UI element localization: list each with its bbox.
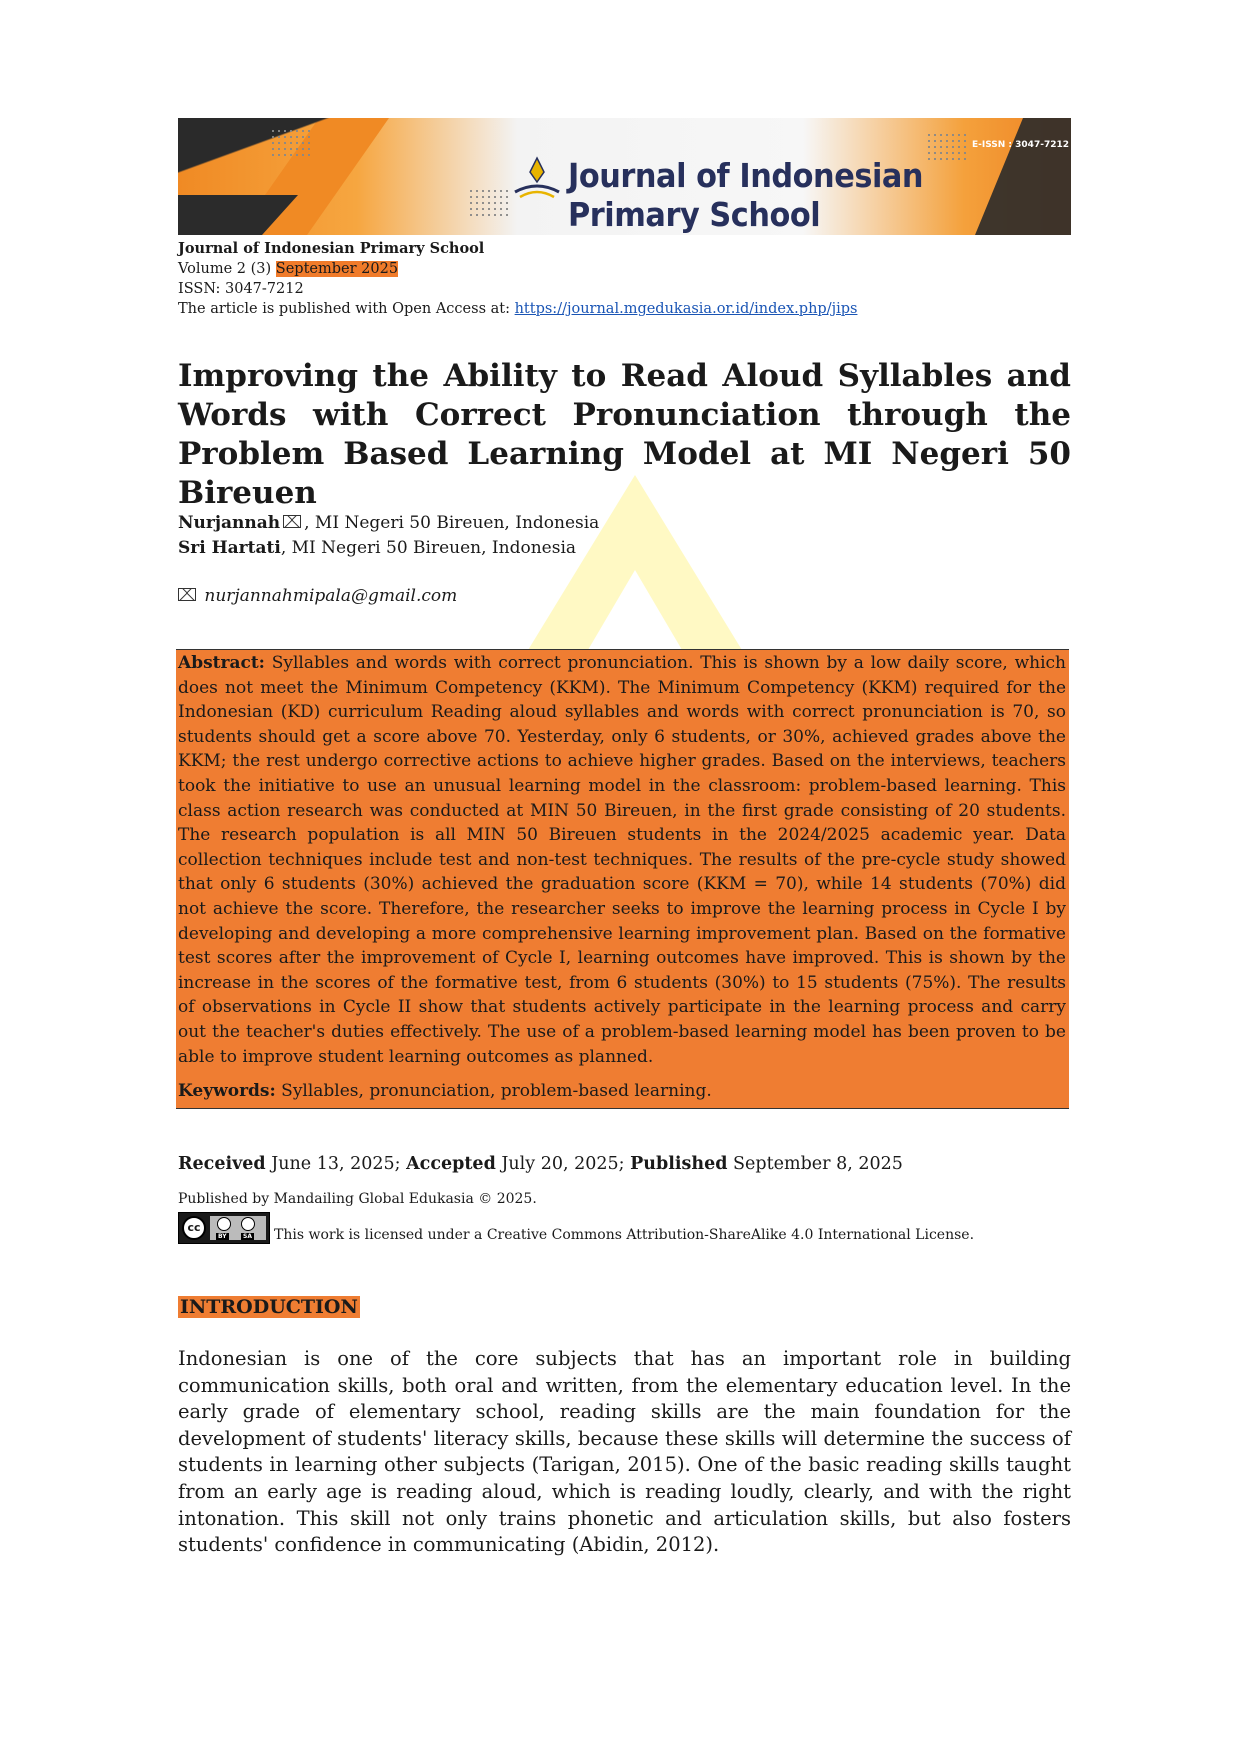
journal-logo-icon: [512, 156, 562, 200]
email-address[interactable]: nurjannahmipala@gmail.com: [204, 586, 458, 606]
published-label: Published: [630, 1154, 728, 1174]
keywords-label: Keywords:: [178, 1081, 276, 1102]
cc-sa-label: SA: [243, 1233, 252, 1240]
received-date: June 13, 2025;: [265, 1154, 407, 1174]
keywords: [178, 1079, 1066, 1104]
journal-name: Journal of Indonesian Primary School: [178, 240, 485, 257]
cc-by-label: BY: [218, 1233, 227, 1240]
license-text: This work is licensed under a Creative Commons Attribution-ShareAlike 4.0 International License.: [274, 1227, 975, 1243]
author-list: [178, 511, 599, 561]
share-alike-icon: [241, 1217, 255, 1231]
watermark-triangle-icon: [520, 470, 750, 660]
published-date: September 8, 2025: [727, 1154, 903, 1174]
banner-eissn: E-ISSN : 3047-7212: [971, 140, 1069, 150]
attribution-icon: [217, 1217, 231, 1231]
volume: Volume 2 (3): [178, 261, 276, 277]
abstract-text: Syllables and words with correct pronunciation. This is shown by a low daily score, which does not meet the Minimum Competency (KKM). The Minimum Competency (KKM) required for the Indonesian (KD) curriculum Reading aloud syllables and words with correct pronunciation is 70, so students should get a score above 70. Yesterday, only 6 students, or 30%, achieved grades above the KKM; the rest undergo corrective actions to achieve higher grades. Based on the interviews, teachers took the initiative to use an unusual learning model in the classroom: problem-based learning. This class action research was conducted at MIN 50 Bireuen, in the first grade consisting of 20 students. The research population is all MIN 50 Bireuen students in the 2024/2025 academic year. Data collection techniques include test and non-test techniques. The results of the pre-cycle study showed that only 6 students (30%) achieved the graduation score (KKM = 70), while 14 students (70%) did not achieve the score. Therefore, the researcher seeks to improve the learning process in Cycle I by developing and developing a more comprehensive learning improvement plan. Based on the formative test scores after the improvement of Cycle I, learning outcomes have improved. This is shown by the increase in the scores of the formative test, from 6 students (30%) to 15 students (75%). The results of observations in Cycle II show that students actively participate in the learning process and carry out the teacher's duties effectively. The use of a problem-based learning model has been proven to be able to improve student learning outcomes as planned.: [178, 653, 1066, 1067]
section-heading-introduction: INTRODUCTION: [180, 1296, 358, 1318]
author-2: [178, 536, 599, 561]
banner-title: Journal of Indonesian Primary School: [568, 156, 924, 234]
journal-url-link[interactable]: https://journal.mgedukasia.or.id/index.php/jips: [514, 301, 858, 317]
article-title: Improving the Ability to Read Aloud Syllables and Words with Correct Pronunciation through the Problem Based Learning Model at MI Negeri 50 Bireuen: [178, 358, 1071, 511]
accepted-date: July 20, 2025;: [495, 1154, 631, 1174]
journal-meta: [178, 239, 857, 319]
issn: ISSN: 3047-7212: [178, 281, 304, 297]
introduction-paragraph: Indonesian is one of the core subjects that has an important role in building communication skills, both oral and written, from the elementary education level. In the early grade of elementary school, reading skills are the main foundation for the development of students' literacy skills, because these skills will determine the success of students in learning other subjects (Tarigan, 2015). One of the basic reading skills taught from an early age is reading aloud, which is reading loudly, clearly, and with the right intonation. This skill not only trains phonetic and articulation skills, but also fosters students' confidence in communicating (Abidin, 2012).: [178, 1347, 1071, 1557]
accepted-label: Accepted: [406, 1154, 496, 1174]
open-access-text: The article is published with Open Access at:: [178, 301, 515, 317]
envelope-icon: [283, 515, 301, 528]
envelope-icon: [178, 588, 196, 601]
issue-date: September 2025: [275, 261, 399, 277]
banner-dots: [270, 128, 310, 158]
article-dates: [178, 1154, 903, 1174]
journal-banner: [178, 118, 1071, 235]
author-name: Sri Hartati: [178, 538, 281, 558]
open-access-line: [178, 299, 857, 319]
banner-dots: [468, 188, 508, 218]
volume-line: [178, 259, 857, 279]
abstract-paragraph: [178, 651, 1066, 1069]
corresponding-email: [178, 586, 457, 606]
cc-icon: cc: [182, 1216, 206, 1240]
author-name: Nurjannah: [178, 513, 281, 533]
keywords-text: Syllables, pronunciation, problem-based learning.: [275, 1081, 712, 1102]
received-label: Received: [178, 1154, 266, 1174]
author-1: [178, 511, 599, 536]
abstract-label: Abstract:: [178, 653, 265, 673]
author-affiliation: , MI Negeri 50 Bireuen, Indonesia: [280, 538, 577, 558]
published-by: Published by Mandailing Global Edukasia © 2025.: [178, 1191, 537, 1207]
author-affiliation: , MI Negeri 50 Bireuen, Indonesia: [304, 513, 600, 533]
abstract-box: [176, 649, 1069, 1109]
cc-by-sa-badge[interactable]: [178, 1212, 270, 1244]
